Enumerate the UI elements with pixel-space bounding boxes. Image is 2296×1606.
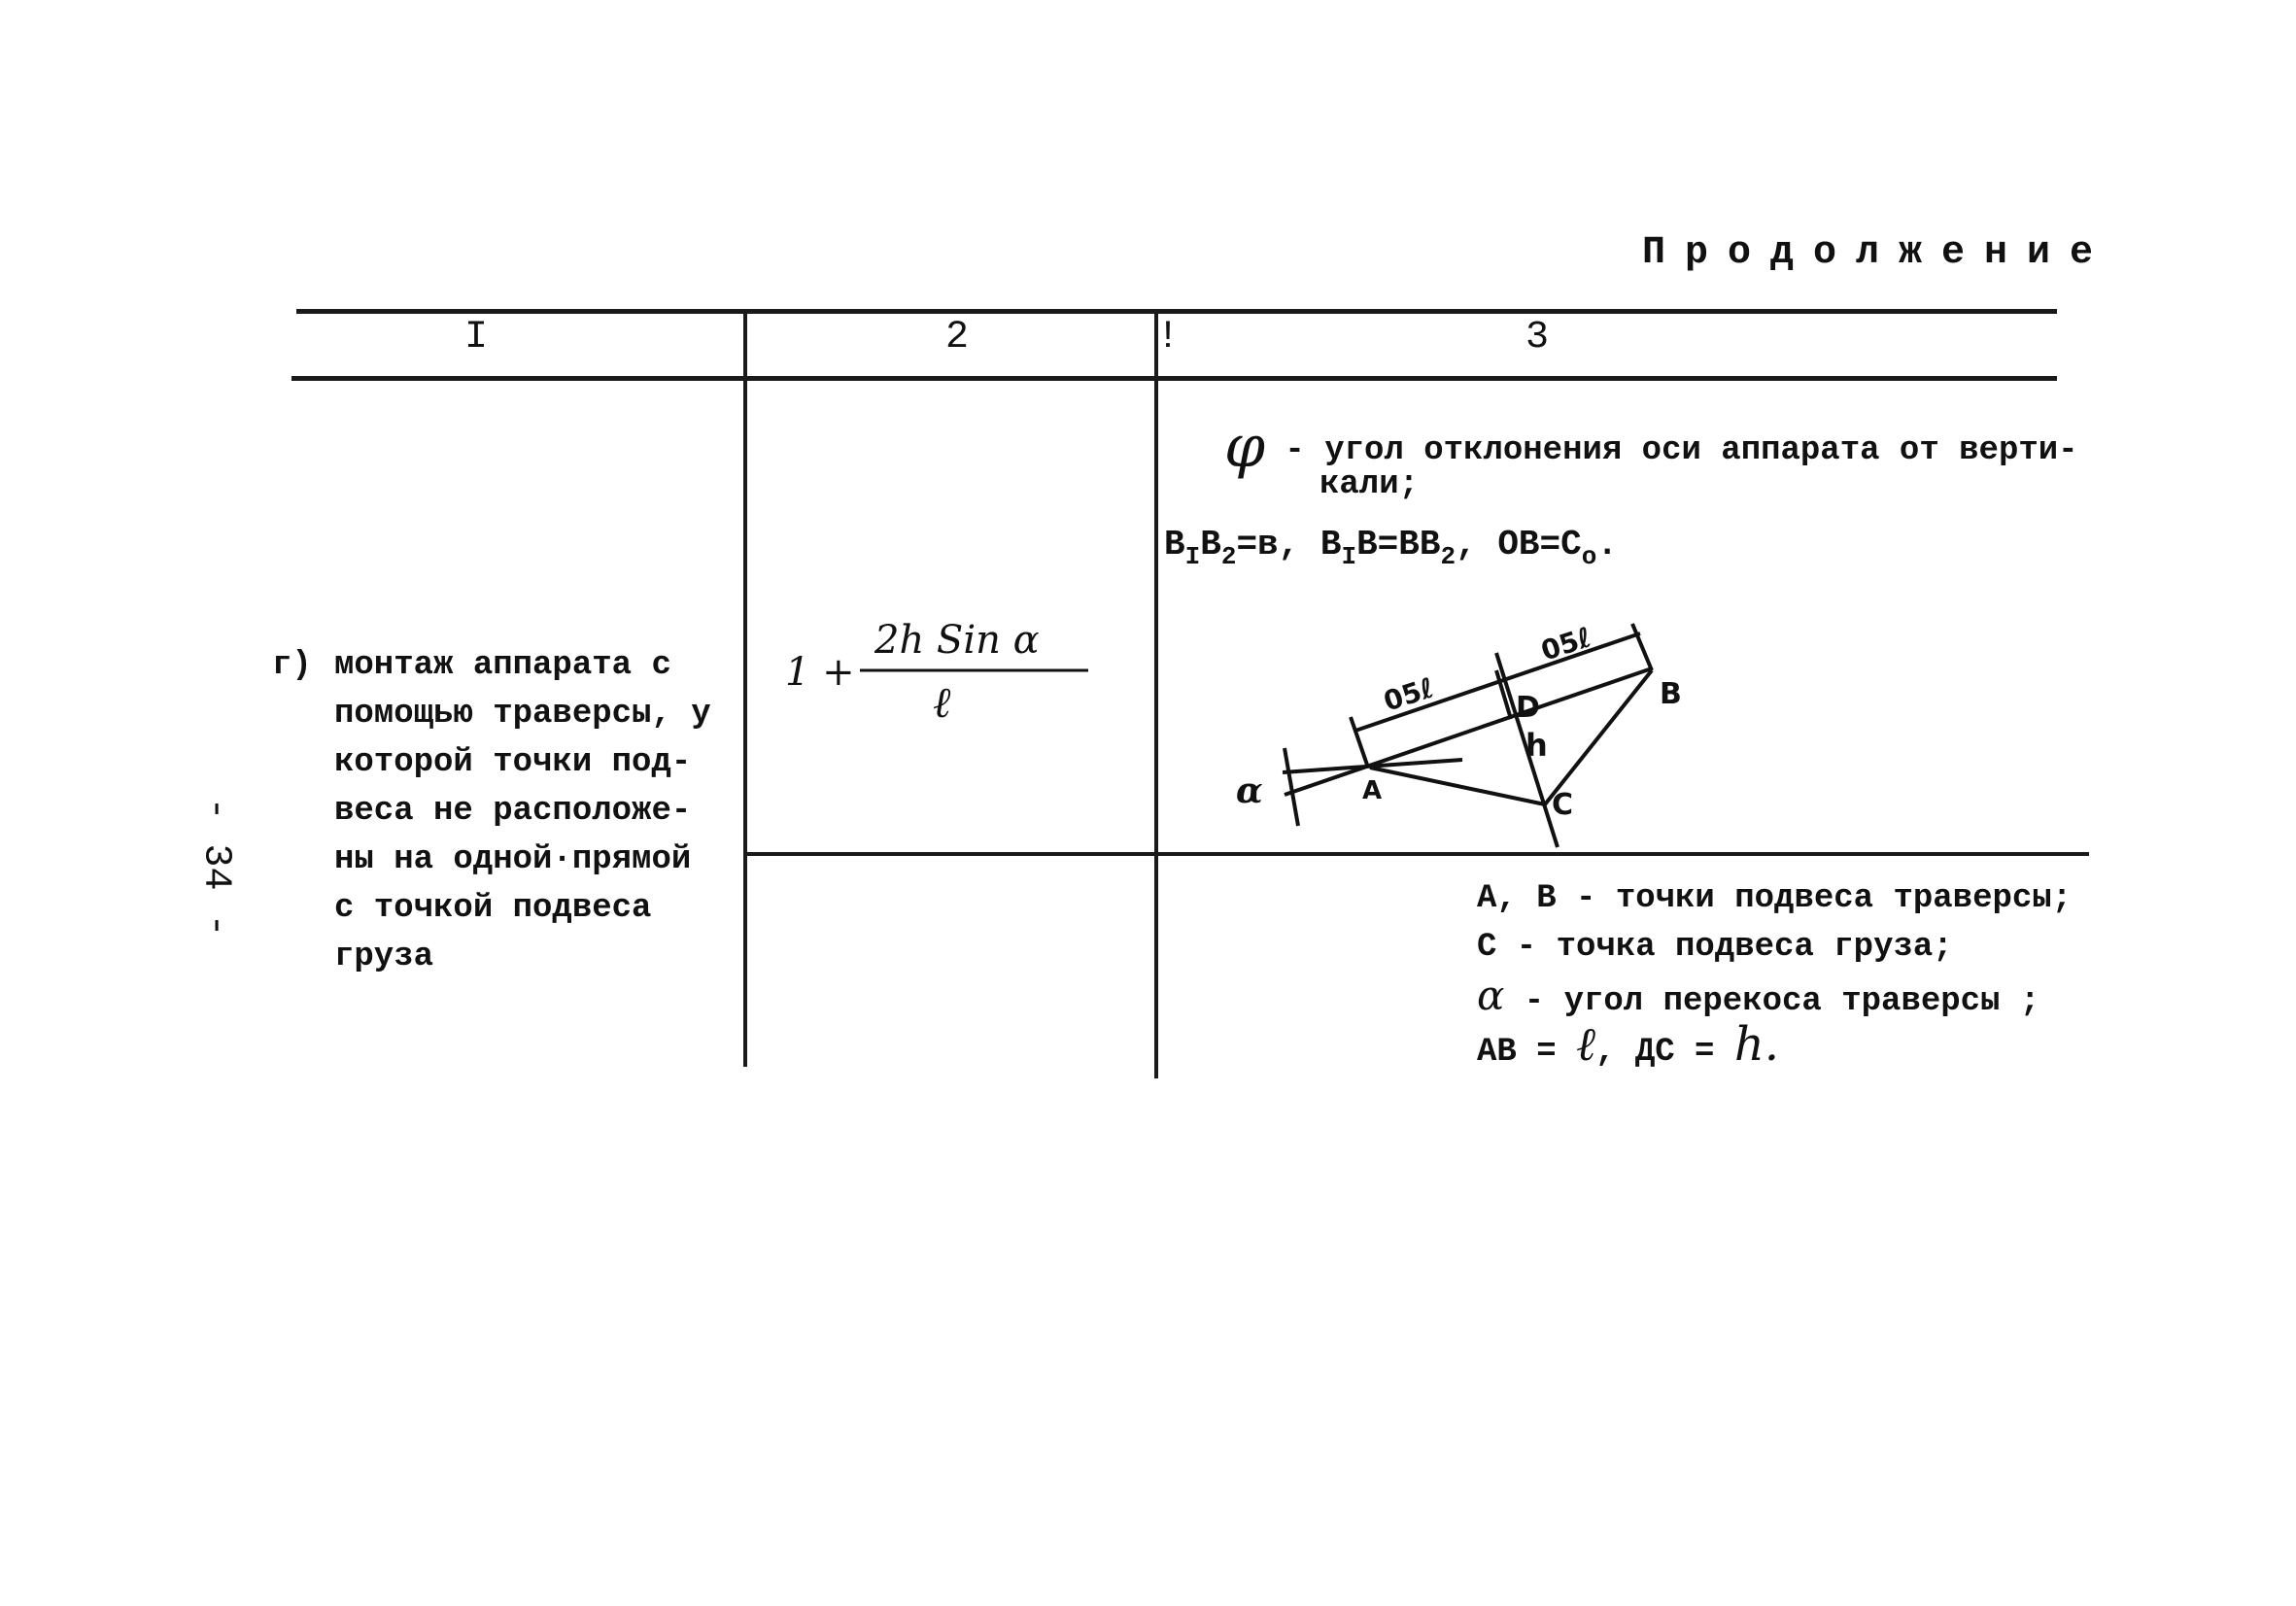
eq-mid2: B=BB (1356, 525, 1441, 564)
legend-l-symbol: ℓ (1576, 1017, 1596, 1072)
legend-ab-lead: AB = (1477, 1034, 1577, 1071)
description-line: помощью траверсы, у (334, 696, 711, 733)
phi-symbol: φ (1224, 413, 1266, 481)
traverse-line-ab (1285, 668, 1652, 795)
dim-label-right: 05ℓ (1536, 621, 1595, 667)
description-line: веса не расположе- (334, 793, 692, 830)
legend-line-c: C - точка подвеса груза; (1477, 929, 1953, 966)
eq-b2: B (1200, 525, 1221, 564)
description-line: которой точки под- (334, 744, 692, 781)
continuation-heading: Продолжение (1642, 231, 2113, 275)
eq-sub-2-b: 2 (1440, 542, 1456, 571)
traverse-diagram (1283, 624, 1652, 847)
point-b-label: B (1660, 677, 1682, 711)
diagram-labels (1236, 621, 1682, 822)
column-number-2: 2 (944, 316, 969, 359)
alpha-symbol: α (1477, 972, 1505, 1019)
formula-numerator: 2h Sin α (874, 618, 1040, 663)
eq-sub-2: 2 (1220, 542, 1237, 571)
legend-alpha-text: - угол перекоса траверсы ; (1504, 983, 2040, 1020)
dimension-tick-left (1351, 717, 1368, 768)
phi-text: - угол отклонения оси аппарата от верти- (1285, 432, 2078, 469)
eq-sub-0: o (1581, 542, 1597, 571)
point-a-label: A (1362, 776, 1383, 805)
formula (785, 618, 1088, 728)
description-line: монтаж аппарата с (334, 647, 671, 684)
column-number-1: I (463, 316, 488, 359)
eq-mid3: , OB=C (1456, 525, 1582, 564)
angle-alpha-label: α (1236, 770, 1263, 811)
height-h-label: h (1525, 727, 1548, 764)
formula-denominator: ℓ (933, 678, 951, 728)
eq-b1: B (1164, 525, 1185, 564)
line-ac (1370, 768, 1545, 804)
description-line: с точкой подвеса (334, 890, 652, 927)
column-number-3: 3 (1525, 316, 1549, 359)
legend-h-symbol: h. (1733, 1017, 1780, 1072)
eq-sub-i: I (1184, 542, 1201, 571)
legend-dc-mid: , ДС = (1595, 1034, 1734, 1071)
description-line: груза (334, 939, 434, 975)
legend-line-ab: A, B - точки подвеса траверсы; (1477, 880, 2073, 917)
point-d-label: D (1516, 691, 1540, 725)
eq-mid1: =в, B (1236, 525, 1342, 564)
point-c-label: C (1552, 788, 1574, 822)
dim-label-left: 05ℓ (1379, 671, 1438, 718)
angle-marker (1285, 748, 1298, 826)
formula-lead: 1 + (785, 650, 855, 695)
line-cb (1545, 670, 1652, 804)
item-prefix: г) (272, 647, 312, 684)
description-line: ны на одной·прямой (334, 841, 692, 878)
eq-sub-i-2: I (1341, 542, 1357, 571)
eq-end: . (1596, 525, 1618, 564)
phi-definition-continued: кали; (1319, 466, 1420, 503)
column-number-separator: ! (1155, 316, 1180, 359)
dimension-tick-right (1632, 624, 1652, 670)
page-number: - 34 - (193, 797, 238, 938)
